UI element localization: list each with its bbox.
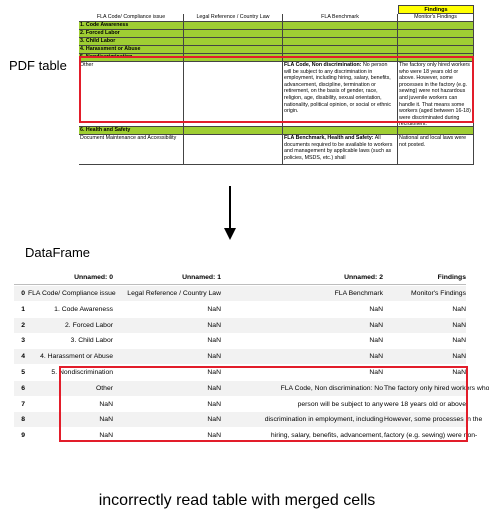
dataframe-row <box>14 333 466 348</box>
dataframe-cell: The factory only hired workers who <box>384 384 489 392</box>
dataframe-column-header: Unnamed: 2 <box>344 273 383 281</box>
dataframe-row <box>14 302 466 317</box>
dataframe-cell: NaN <box>207 369 221 376</box>
pdf-header-cell: FLA Code/ Compliance issue <box>79 14 184 22</box>
dataframe-cell: FLA Code, Non discrimination: No <box>280 384 383 392</box>
dataframe-cell: FLA Benchmark <box>334 290 383 297</box>
dataframe-cell: Monitor's Findings <box>411 290 466 297</box>
dataframe-cell: NaN <box>207 384 221 392</box>
dataframe-cell: NaN <box>207 305 221 313</box>
dataframe-cell: NaN <box>99 432 113 440</box>
pdf-section-row <box>79 22 474 30</box>
pdf-section-cell: 2. Forced Labor <box>79 30 184 38</box>
dataframe-cell: NaN <box>369 305 383 313</box>
pdf-section-row <box>79 46 474 54</box>
pdf-section-row <box>79 30 474 38</box>
down-arrow-line <box>229 186 231 230</box>
pdf-section-row <box>79 127 474 135</box>
dataframe-cell: Other <box>96 384 113 392</box>
pdf-header-cell: Legal Reference / Country Law <box>184 14 283 22</box>
dataframe-cell: NaN <box>369 321 383 329</box>
dataframe-cell: were 18 years old or above. <box>384 400 468 408</box>
dataframe-cell: NaN <box>99 400 113 408</box>
pdf-doc-findings: National and local laws were not posted. <box>398 135 474 165</box>
pdf-doc-label: Document Maintenance and Accessibility <box>79 135 184 165</box>
dataframe-cell: 1. Code Awareness <box>54 305 113 313</box>
dataframe-cell: NaN <box>99 416 113 424</box>
dataframe-column-header: Unnamed: 1 <box>182 273 221 281</box>
dataframe-cell: NaN <box>369 369 383 376</box>
dataframe-cell: NaN <box>207 416 221 424</box>
dataframe-cell: NaN <box>207 432 221 440</box>
pdf-findings-header: Findings <box>398 5 474 14</box>
dataframe-cell: NaN <box>452 353 466 361</box>
dataframe-cell: NaN <box>207 337 221 345</box>
dataframe-label: DataFrame <box>25 245 91 260</box>
dataframe-row-index: 1 <box>21 305 25 313</box>
dataframe-cell: NaN <box>207 400 221 408</box>
pdf-header-cell: Monitor's Findings <box>398 14 474 22</box>
dataframe-cell: 4. Harassment or Abuse <box>40 353 113 361</box>
dataframe-cell: NaN <box>452 337 466 345</box>
pdf-doc-benchmark: FLA Benchmark, Health and Safety: All documents required to be available to workers and management by applicable laws (such as policies, MSDS, etc.) shall <box>283 135 398 165</box>
dataframe-cell: NaN <box>207 321 221 329</box>
dataframe-cell: NaN <box>452 305 466 313</box>
dataframe-row-index: 4 <box>21 353 25 361</box>
dataframe-cell: FLA Code/ Compliance issue <box>28 290 116 297</box>
dataframe-cell: factory (e.g. sewing) were non- <box>384 432 478 440</box>
pdf-section-cell: 5. Nondiscrimination <box>79 54 184 62</box>
dataframe-row-index: 7 <box>21 400 25 408</box>
dataframe-highlight-box <box>59 366 489 442</box>
dataframe-row <box>14 318 466 333</box>
pdf-table-label: PDF table <box>9 58 67 73</box>
pdf-other-label: Other <box>79 62 184 127</box>
pdf-header-row <box>79 14 474 22</box>
pdf-section-cell: 4. Harassment or Abuse <box>79 46 184 54</box>
dataframe-cell: discrimination in employment, including <box>264 416 383 424</box>
dataframe-cell: NaN <box>369 353 383 361</box>
dataframe-row-index: 0 <box>21 290 25 297</box>
dataframe-cell: 5. Nondiscrimination <box>51 369 113 376</box>
dataframe-cell: NaN <box>207 353 221 361</box>
pdf-other-findings: The factory only hired workers who were 18 years old or above. However, some processes in the factory (e.g. sewing) were not hazardous and juvenile workers can handle it. That means some workers (aged between 16-18) were discriminated during recruitment. <box>398 62 474 127</box>
dataframe-header-row <box>14 270 466 285</box>
dataframe-cell: Legal Reference / Country Law <box>127 290 221 297</box>
dataframe-row-index: 6 <box>21 384 25 392</box>
dataframe-cell: 3. Child Labor <box>70 337 113 345</box>
dataframe-column-header: Findings <box>437 273 466 281</box>
down-arrow-icon <box>224 228 236 240</box>
pdf-section-cell: 6. Health and Safety <box>79 127 184 135</box>
dataframe-cell: person will be subject to any <box>297 400 383 408</box>
pdf-section-cell: 3. Child Labor <box>79 38 184 46</box>
dataframe-cell: NaN <box>452 321 466 329</box>
pdf-section-cell: 1. Code Awareness <box>79 22 184 30</box>
dataframe-cell: 2. Forced Labor <box>65 321 113 329</box>
dataframe-cell: hiring, salary, benefits, advancement, <box>270 432 383 440</box>
dataframe-row <box>14 286 466 301</box>
dataframe-cell: NaN <box>452 369 466 376</box>
dataframe-column-header: Unnamed: 0 <box>74 273 113 281</box>
dataframe-row <box>14 349 466 364</box>
pdf-section-row <box>79 38 474 46</box>
dataframe-cell: However, some processes in the <box>384 416 483 424</box>
pdf-other-benchmark: FLA Code, Non discrimination: No person will be subject to any discrimination in employment, including hiring, salary, benefits, advancement, discipline, termination or retirement, on the basis of gender, race, religion, age, disability, sexual orientation, nationality, political opinion, or social or ethnic origin. <box>283 62 398 127</box>
dataframe-row-index: 9 <box>21 432 25 440</box>
caption: incorrectly read table with merged cells <box>98 492 376 509</box>
pdf-highlight-box <box>79 56 474 123</box>
dataframe-row-index: 3 <box>21 337 25 345</box>
dataframe-cell: NaN <box>369 337 383 345</box>
dataframe-row-index: 2 <box>21 321 25 329</box>
pdf-doc-row <box>79 135 474 165</box>
dataframe-row-index: 8 <box>21 416 25 424</box>
dataframe-row-index: 5 <box>21 369 25 376</box>
pdf-header-cell: FLA Benchmark <box>283 14 398 22</box>
